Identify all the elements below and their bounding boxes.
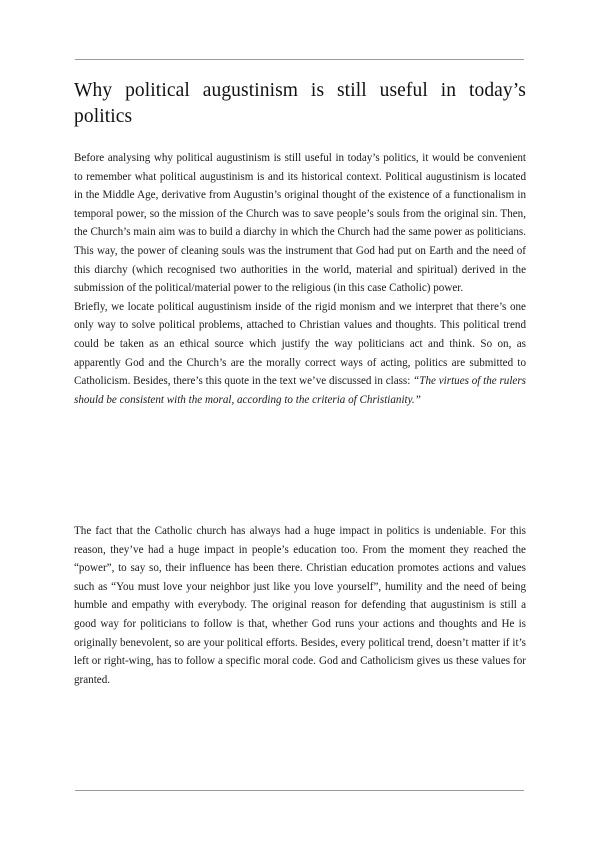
quote-text: “The virtues of the rulers should be consistent with the moral, according to the criteria of Christianity.” bbox=[74, 375, 526, 406]
footer-rule bbox=[75, 790, 524, 791]
body-section-1 bbox=[74, 149, 526, 409]
paragraph-monism bbox=[74, 298, 526, 410]
page-title: Why political augustinism is still useful in today’s politics bbox=[74, 80, 526, 127]
paragraph-context: Before analysing why political augustinism is still useful in today’s politics, it would be convenient to remember what political augustinism is and its historical context. Political augustinism is located in the Middle Age, derivative from Augustin’s original thought of the existence of a functionalism in temporal power, so the mission of the Church was to save people’s souls from the original sin. Then, the Church’s main aim was to build a diarchy in which the Church had the same power as politicians. This way, the power of cleaning souls was the instrument that God had put on Earth and the need of this diarchy (which recognised two authorities in the world, material and spiritual) derived in the submission of the political/material power to the religious (in this case Catholic) power. bbox=[74, 152, 526, 295]
paragraph-monism-text: Briefly, we locate political augustinism inside of the rigid monism and we interpret that there’s one only way to solve political problems, attached to Christian values and thoughts. This political trend could be taken as an ethical source which justify the way politicians act and think. So on, as apparently God and the Church’s are the morally correct ways of acting, politics are submitted to Catholicism. Besides, there’s this quote in the text we’ve discussed in class: bbox=[74, 300, 526, 388]
body-section-2 bbox=[74, 522, 526, 689]
paragraph-catholic-impact: The fact that the Catholic church has always had a huge impact in politics is undeniable. For this reason, they’ve had a huge impact in people’s education too. From the moment they reached the “power”, to say so, their influence has been there. Christian education promotes actions and values such as “You must love your neighbor just like you love yourself”, humility and the need of being humble and empathy with everybody. The original reason for defending that augustinism is still a good way for politicians to follow is that, whether God runs your actions and thoughts and He is originally benevolent, so are your political efforts. Besides, every political trend, doesn’t matter if it’s left or right-wing, has to follow a specific moral code. God and Catholicism gives us these values for granted. bbox=[74, 525, 526, 686]
header-rule bbox=[75, 59, 524, 60]
